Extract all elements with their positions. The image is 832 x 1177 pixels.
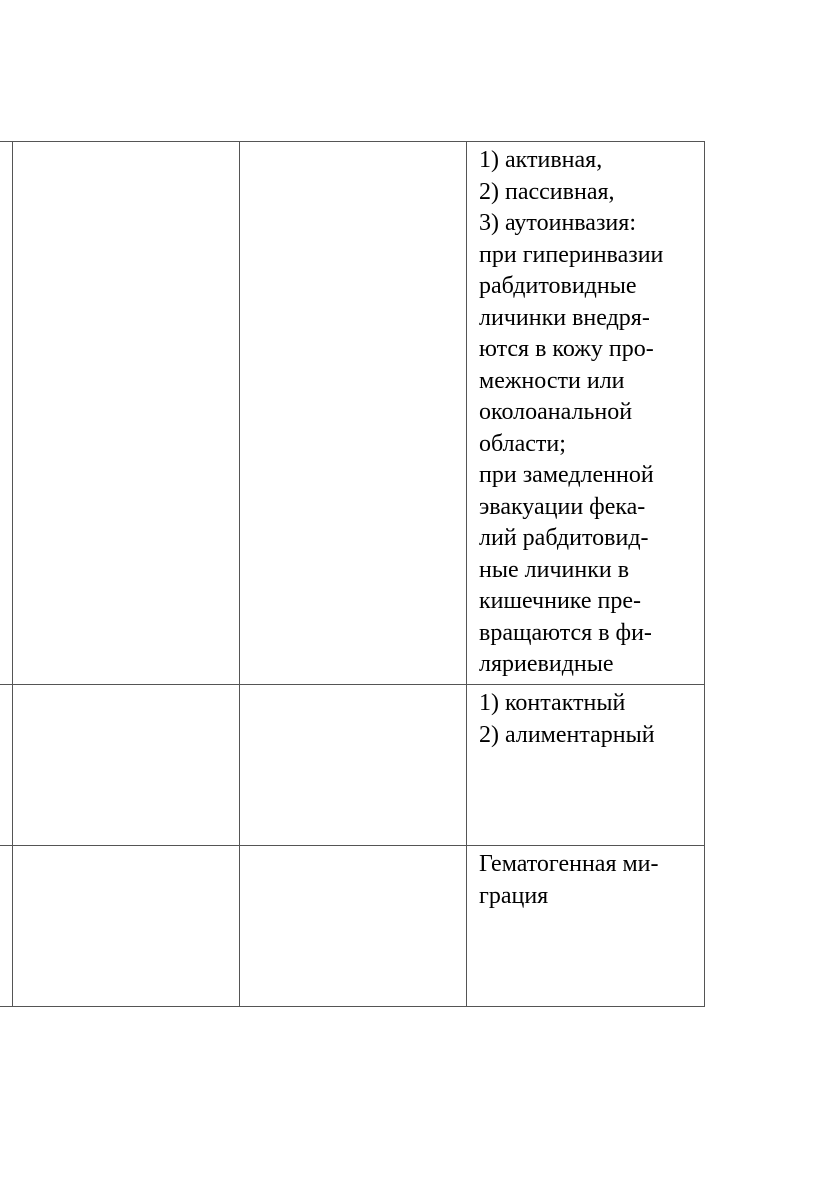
cell-text-line: 3) аутоинвазия: — [479, 210, 636, 236]
table-cell-empty — [0, 142, 13, 685]
cell-text-line: при гиперинвазии — [479, 241, 664, 268]
table-cell-infection-modes — [467, 685, 705, 846]
cell-text-line: 1) контактный — [479, 690, 626, 716]
cell-text-line: эвакуации фека- — [479, 493, 646, 520]
cell-text-line: грация — [479, 882, 549, 909]
cell-text-line: околоанальной — [479, 399, 633, 425]
cell-text-line: Гематогенная ми- — [479, 851, 659, 877]
table-cell-empty — [240, 685, 467, 846]
cell-text-line: области; — [479, 430, 566, 457]
table-cell-empty — [0, 846, 13, 1007]
table-cell-empty — [240, 142, 467, 685]
cell-text-line: вращаются в фи- — [479, 619, 652, 646]
cell-text-line: личинки внедря- — [479, 304, 650, 331]
cell-text-line: при замедленной — [479, 462, 654, 488]
table-cell-invasion-routes — [467, 142, 705, 685]
cell-text-line: межности или — [479, 367, 625, 394]
table-row — [0, 685, 705, 846]
table-cell-empty — [13, 685, 240, 846]
table-cell-migration — [467, 846, 705, 1007]
table-cell-empty — [0, 685, 13, 846]
cell-text-line: 2) пассивная, — [479, 178, 615, 205]
cell-text-line: кишечнике пре- — [479, 588, 641, 614]
cell-text-line: ляриевидные — [479, 651, 614, 677]
cell-text-line: 2) алиментарный — [479, 721, 655, 748]
table-cell-empty — [13, 142, 240, 685]
cell-text-line: ные личинки в — [479, 556, 630, 583]
cell-text-line: ются в кожу про- — [479, 336, 654, 362]
cell-text-line: лий рабдитовид- — [479, 525, 649, 551]
table-cell-empty — [13, 846, 240, 1007]
cell-text-line: рабдитовидные — [479, 273, 637, 299]
cell-text-line: 1) активная, — [479, 147, 603, 173]
table-cell-empty — [240, 846, 467, 1007]
table-row — [0, 846, 705, 1007]
data-table — [0, 141, 705, 1007]
table-row — [0, 142, 705, 685]
